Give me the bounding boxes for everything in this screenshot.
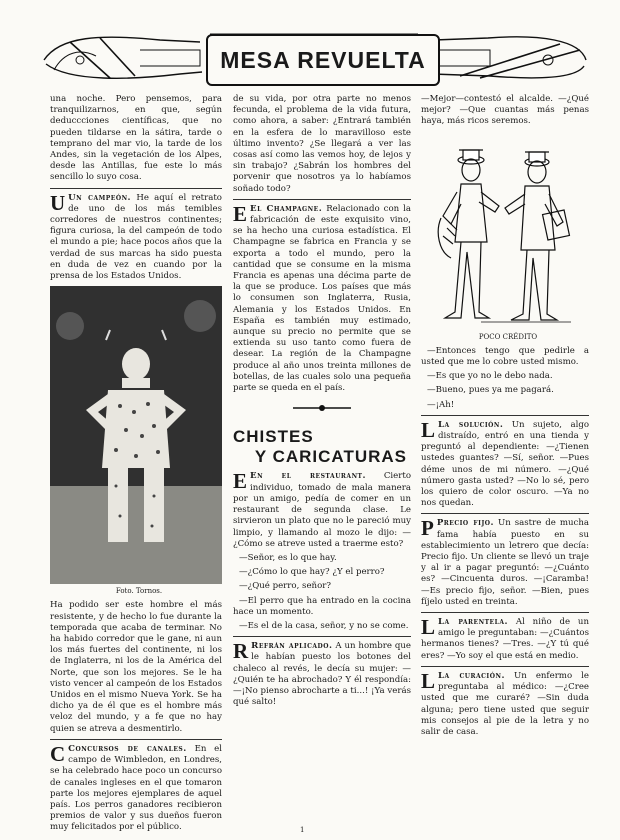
column-rule: [50, 739, 222, 740]
cartoon-two-men: [421, 132, 589, 330]
dialog-line: —Es el de la casa, señor, y no se come.: [239, 620, 409, 631]
dialog-line: —Señor, es lo que hay.: [239, 552, 337, 563]
photo-caption: Foto. Tornos.: [115, 587, 163, 596]
article-head: Un campeón.: [68, 192, 132, 203]
drop-cap: L: [421, 417, 436, 442]
article-head: La curación.: [438, 670, 505, 681]
page-folio: 1: [300, 826, 305, 834]
column-rule: [421, 513, 589, 514]
article-canales: [50, 741, 223, 834]
cartoon-illustration: [421, 132, 589, 330]
article-body: He aquí el retrato de uno de los más temibles corredores de nuestros continentes; figura curiosa, la del campeón de todo el mundo a pie; hace pocos años que la verdad de sus marcas ha sido puesta en duda de vez en cuando por la prensa de los Estados Unidos.: [50, 192, 222, 282]
drop-cap: L: [421, 615, 436, 640]
col2-intro: de su vida, por otra parte no menos fecunda, el problema de la vida futura, como ahora, a saber: ¿Entrará también en la esfera de lo maravilloso este último invento? ¿Se llegará a ver las cosas así como las vemos hoy, de lejos y sin trabajo? ¿Sabrán los hombres del porvenir que nosotros ya lo habíamos soñado todo?: [233, 94, 411, 194]
article-head: La solución.: [438, 419, 504, 430]
column-rule: [50, 188, 222, 189]
column-rule: [233, 199, 411, 200]
column-3: [421, 94, 589, 741]
column-1: [50, 94, 222, 837]
drop-cap: L: [421, 668, 436, 693]
drop-cap: R: [233, 639, 249, 664]
section-title: [206, 34, 440, 86]
drop-cap: C: [50, 741, 66, 766]
chistes-line-1: CHISTES: [233, 427, 314, 447]
article-head: En el restaurant.: [250, 471, 367, 482]
article-refran: [233, 641, 411, 708]
article-body: Un sujeto, algo distraído, entró en una tienda y preguntó al dependiente: —¿Tienen ustedes guantes? —Sí, señor. —Pues déme unos de mi número. —¿Qué número gasta usted? —No lo sé, pero los quiero de color oscuro. —Ya no nos quedan.: [421, 419, 589, 509]
article-head: Refrán aplicado.: [251, 641, 333, 652]
column-rule: [233, 636, 411, 637]
article-head: Concursos de canales.: [68, 743, 187, 754]
article-precio-fijo: [421, 518, 589, 608]
column-rule: [421, 612, 589, 613]
article-solucion: [421, 417, 589, 510]
drop-cap: E: [233, 201, 248, 226]
dialog-line: —Entonces tengo que pedirle a usted que me lo cobre usted mismo.: [421, 345, 589, 368]
athlete-photo: [50, 286, 222, 584]
column-rule: [421, 666, 589, 667]
drop-cap: U: [50, 190, 66, 215]
ornament-divider: [233, 403, 411, 413]
article-head: La parentela.: [438, 617, 508, 628]
article-campeon: [50, 190, 222, 283]
article-body: Relacionado con la fabricación de este exquisito vino, se ha hecho una curiosa estadística. El Champagne se fabrica en Francia y se exporta a todo el mundo, pero la cantidad que se consume en la misma Francia es apenas una décima parte de la que se produce. Los países que más lo consumen son Inglaterra, Rusia, Alemania y los Estados Unidos. En España es también muy estimado, aunque su precio no permite que se extienda su uso tanto como fuera de desear. La región de la Champagne produce al año unos treinta millones de botellas, de las cuales solo una pequeña parte se queda en el país.: [233, 203, 411, 394]
col1-continued: Ha podido ser este hombre el más resistente, y de hecho lo fue durante la temporada que acaba de terminar. No ha habido corredor que le gane, ni aun los más fuertes del continente, ni los de Inglaterra, ni los de la América del Norte, que son los mejores. Se le ha visto vencer al campeón de los Estados Unidos en el mismo Nueva York. Se ha dicho ya de él que es el hombre más veloz del mundo, y a fe que no hay quien se atreva a desmentirlo.: [50, 600, 222, 734]
dialog-line: —Es que yo no le debo nada.: [427, 371, 553, 382]
article-head: Precio fijo.: [436, 518, 495, 529]
article-body: Al niño de un amigo le preguntaban: —¿Cuántos hermanos tienes? —Tres. —¿Y tú qué eres? —Yo soy el que está en medio.: [421, 617, 589, 661]
drop-cap: P: [421, 516, 434, 541]
article-body: Un enfermo le preguntaba al médico: —¿Cree usted que me curaré? —Sin duda alguna; pero tiene usted que seguir mis consejos al pie de la letra y no salir de casa.: [421, 670, 590, 737]
cartoon-caption: POCO CRÉDITO: [478, 332, 538, 341]
article-restaurant: [233, 471, 411, 549]
col1-intro: una noche. Pero pensemos, para tranquilizarnos, en que, según deduccciones científicas, que no pueden tildarse en la sátira, tarde o temprano del mar vio, la tarde de los Andes, sin la vegetación de los Alpes, desde las Antillas, fue este lo más sencillo lo suyo cosa.: [50, 94, 222, 183]
article-parentela: [421, 617, 589, 662]
article-body: A un hombre que le habían puesto los botones del chaleco al revés, le decía su mujer: —¿Quién te ha abrochado? Y él respondía: —¡No pienso abrocharte a ti...! ¡Ya verás qué salto!: [233, 641, 411, 708]
drop-cap: E: [233, 469, 248, 494]
dialog-line: —Bueno, pues ya me pagará.: [427, 385, 554, 396]
dialog-line: —¿Cómo lo que hay? ¿Y el perro?: [239, 567, 385, 578]
column-2: [233, 94, 411, 711]
chistes-heading: [233, 427, 411, 467]
dialog-line: —¡Ah!: [427, 399, 455, 410]
article-body: En el campo de Wimbledon, en Londres, se ha celebrado hace poco un concurso de canales ingleses en el que tomaron parte los mejores ejemplares de aquel país. Los perros ganadores recibieron premios de valor y sus dueños fueron muy felicitados por el público.: [50, 743, 223, 833]
column-rule: [421, 415, 589, 416]
article-body: Un sastre de mucha fama había puesto en su establecimiento un letrero que decía: Precio fijo. Un cliente se llevó un traje y al ir a pagar preguntó: —¿Cuánto es? —Cincuenta duros. —¡Caramba! —Es precio fijo, señor. —Bien, pues fíjelo usted en treinta.: [421, 518, 589, 607]
article-head: El Champagne.: [250, 203, 323, 214]
article-champagne: [233, 201, 411, 394]
athlete-figure: [50, 286, 222, 584]
dialog-line: —¿Qué perro, señor?: [239, 581, 331, 592]
section-title-text: MESA REVUELTA: [220, 46, 426, 73]
article-curacion: [421, 668, 590, 738]
chistes-line-2: Y CARICATURAS: [254, 447, 407, 467]
col3-intro: —Mejor—contestó el alcalde. —¿Qué mejor? —Que cuantas más penas haya, más ricos seremos.: [421, 94, 589, 127]
article-body: Cierto individuo, tomado de mala manera por un amigo, pedía de comer en un restaurant de segunda clase. Le sirvieron un plato que no le pareció muy limpio, y llamando al mozo le dijo: —¿Cómo se atreve usted a traerme esto?: [233, 471, 411, 549]
dialog-line: —El perro que ha entrado en la cocina hace un momento.: [233, 595, 411, 617]
